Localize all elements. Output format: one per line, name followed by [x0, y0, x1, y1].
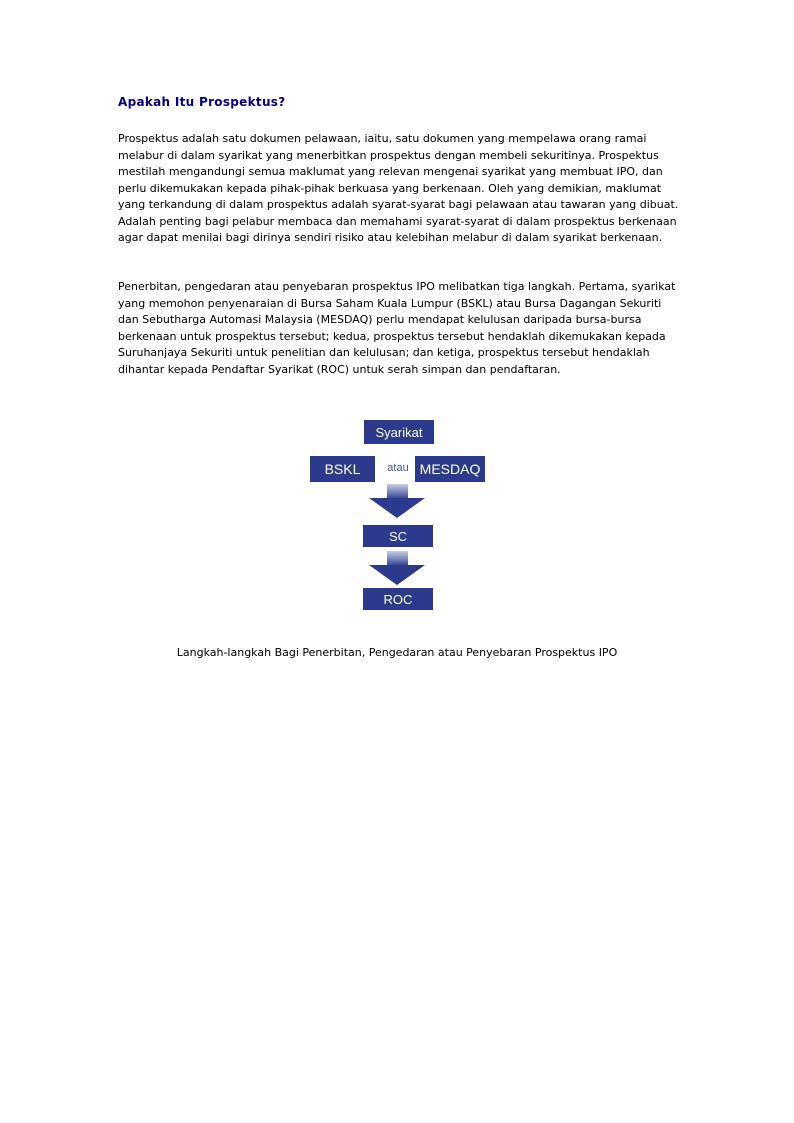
- down-arrow-icon: [369, 551, 425, 585]
- flow-node-sc: SC: [363, 525, 433, 547]
- flow-node-roc: ROC: [363, 588, 433, 610]
- flow-node-bskl: BSKL: [310, 456, 375, 482]
- arrow-head: [369, 498, 425, 518]
- figure-caption: Langkah-langkah Bagi Penerbitan, Pengedaran atau Penyebaran Prospektus IPO: [176, 646, 618, 659]
- flow-node-mesdaq: MESDAQ: [415, 456, 485, 482]
- paragraph-prospectus-definition: Prospektus adalah satu dokumen pelawaan, iaitu, satu dokumen yang mempelawa orang ramai melabur di dalam syarikat yang menerbitkan prospektus dengan membeli sekuritinya. Prospektus mestilah mengandungi semua maklumat yang relevan mengenai syarikat yang membuat IPO, dan perlu dikemukakan kepada pihak-pihak berkuasa yang berkenaan. Oleh yang demikian, maklumat yang terkandung di dalam prospektus adalah syarat-syarat bagi pelawaan atau tawaran yang dibuat. Adalah penting bagi pelabur membaca dan memahami syarat-syarat di dalam prospektus berkenaan agar dapat menilai bagi dirinya sendiri risiko atau kelebihan melabur di dalam syarikat berkenaan.: [118, 132, 679, 244]
- arrow-stem: [387, 551, 408, 565]
- flow-connector-atau: atau: [387, 462, 409, 474]
- paragraph-ipo-steps: Penerbitan, pengedaran atau penyebaran prospektus IPO melibatkan tiga langkah. Pertama, syarikat yang memohon penyenaraian di Bursa Saham Kuala Lumpur (BSKL) atau Bursa Dagangan Sekuriti dan Sebutharga Automasi Malaysia (MESDAQ) perlu mendapat kelulusan daripada bursa-bursa berkenaan untuk prospektus tersebut; kedua, prospektus tersebut hendaklah dikemukakan kepada Suruhanjaya Sekuriti untuk penelitian dan kelulusan; dan ketiga, prospektus tersebut hendaklah dihantar kepada Pendaftar Syarikat (ROC) untuk serah simpan dan pendaftaran.: [118, 280, 676, 376]
- down-arrow-icon: [369, 484, 425, 518]
- arrow-stem: [387, 484, 408, 498]
- arrow-head: [369, 565, 425, 585]
- flow-node-syarikat: Syarikat: [364, 420, 434, 444]
- page-title: Apakah Itu Prospektus?: [118, 95, 286, 109]
